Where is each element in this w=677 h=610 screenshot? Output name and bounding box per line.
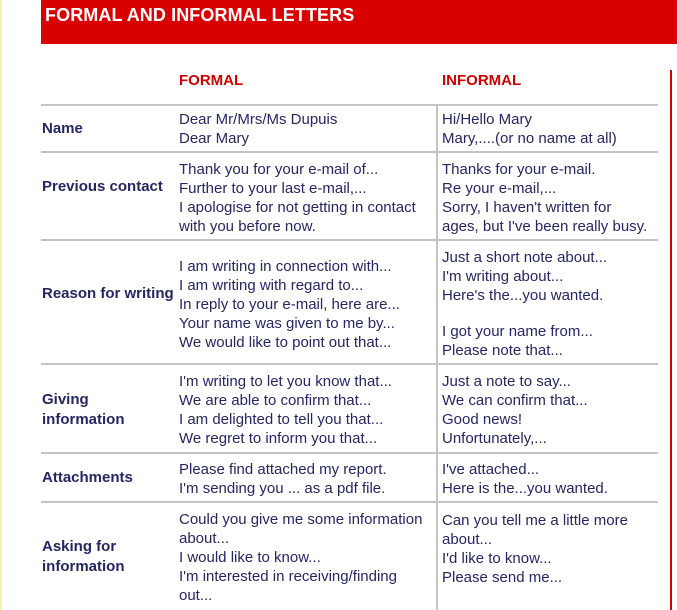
formal-phrase: In reply to your e-mail, here are... [179, 296, 400, 313]
formal-phrase: We would like to point out that... [179, 334, 392, 351]
informal-phrase: Just a note to say... [442, 373, 571, 390]
formal-phrase: Thank you for your e-mail of... [179, 161, 379, 178]
right-accent-bar [670, 70, 672, 610]
informal-phrase: about... [442, 531, 493, 548]
informal-phrase: I'd like to know... [442, 550, 552, 567]
row-label-name: Name [42, 120, 83, 137]
formal-phrase: I am writing in connection with... [179, 258, 392, 275]
row-label-attachments: Attachments [42, 469, 133, 486]
formal-phrase: I am delighted to tell you that... [179, 411, 384, 428]
row-divider [41, 452, 658, 454]
row-label-previous-contact: Previous contact [42, 178, 163, 195]
cell-previous-contact-formal [179, 160, 431, 236]
row-divider [41, 239, 658, 241]
formal-phrase: I am writing with regard to... [179, 277, 364, 294]
informal-phrase: I got your name from... [442, 323, 593, 340]
cell-name-formal [179, 110, 431, 148]
formal-phrase: Your name was given to me by... [179, 315, 395, 332]
title-banner [41, 0, 677, 44]
cell-attachments-formal [179, 460, 431, 498]
row-label-giving-information: Giving information [42, 391, 125, 428]
cell-giving-info-formal [179, 372, 431, 448]
informal-phrase: Unfortunately,... [442, 430, 547, 447]
informal-phrase: Thanks for your e-mail. [442, 161, 596, 178]
cell-reason-formal [179, 257, 431, 352]
formal-phrase: I'm interested in receiving/finding [179, 568, 397, 585]
formal-phrase: I would like to know... [179, 549, 321, 566]
informal-phrase: Can you tell me a little more [442, 512, 628, 529]
cell-attachments-informal [442, 460, 667, 498]
formal-phrase: Could you give me some information [179, 511, 423, 528]
informal-phrase: Hi/Hello Mary [442, 111, 533, 128]
informal-phrase: Good news! [442, 411, 523, 428]
formal-phrase: Dear Mr/Mrs/Ms Dupuis [179, 111, 338, 128]
column-header-informal: INFORMAL [442, 72, 522, 89]
informal-phrase: Please note that... [442, 342, 563, 359]
cell-previous-contact-informal [442, 160, 667, 236]
row-divider [41, 363, 658, 365]
row-divider [41, 151, 658, 153]
page-title: FORMAL AND INFORMAL LETTERS [45, 5, 355, 25]
cell-name-informal [442, 110, 667, 148]
formal-phrase: I'm sending you ... as a pdf file. [179, 480, 386, 497]
row-label-asking-for-information: Asking for information [42, 538, 125, 575]
formal-phrase: We regret to inform you that... [179, 430, 378, 447]
formal-phrase: We are able to confirm that... [179, 392, 372, 409]
page-left-edge [0, 0, 2, 610]
informal-phrase: I've attached... [442, 461, 540, 478]
column-header-formal: FORMAL [179, 72, 244, 89]
formal-phrase: I'm writing to let you know that... [179, 373, 392, 390]
cell-asking-info-informal [442, 511, 667, 587]
informal-phrase: Sorry, I haven't written for [442, 199, 612, 216]
informal-phrase: We can confirm that... [442, 392, 588, 409]
informal-phrase: Please send me... [442, 569, 563, 586]
informal-phrase: Mary,....(or no name at all) [442, 130, 617, 147]
cell-giving-info-informal [442, 372, 667, 448]
row-divider [41, 104, 658, 106]
formal-phrase: Dear Mary [179, 130, 250, 147]
formal-phrase: Please find attached my report. [179, 461, 387, 478]
row-label-reason-for-writing: Reason for writing [42, 285, 174, 302]
row-divider [41, 501, 658, 503]
informal-phrase: Here's the...you wanted. [442, 287, 604, 304]
informal-phrase: I'm writing about... [442, 268, 564, 285]
informal-phrase: Here is the...you wanted. [442, 480, 608, 497]
formal-phrase: Further to your last e-mail,... [179, 180, 367, 197]
informal-phrase: ages, but I've been really busy. [442, 218, 648, 235]
cell-asking-info-formal [179, 510, 431, 605]
cell-reason-informal [442, 248, 667, 360]
formal-phrase: with you before now. [179, 218, 316, 235]
formal-phrase: about... [179, 530, 230, 547]
informal-phrase: Just a short note about... [442, 249, 608, 266]
formal-phrase: out... [179, 587, 213, 604]
informal-phrase: Re your e-mail,... [442, 180, 557, 197]
formal-phrase: I apologise for not getting in contact [179, 199, 416, 216]
column-divider [436, 106, 438, 610]
